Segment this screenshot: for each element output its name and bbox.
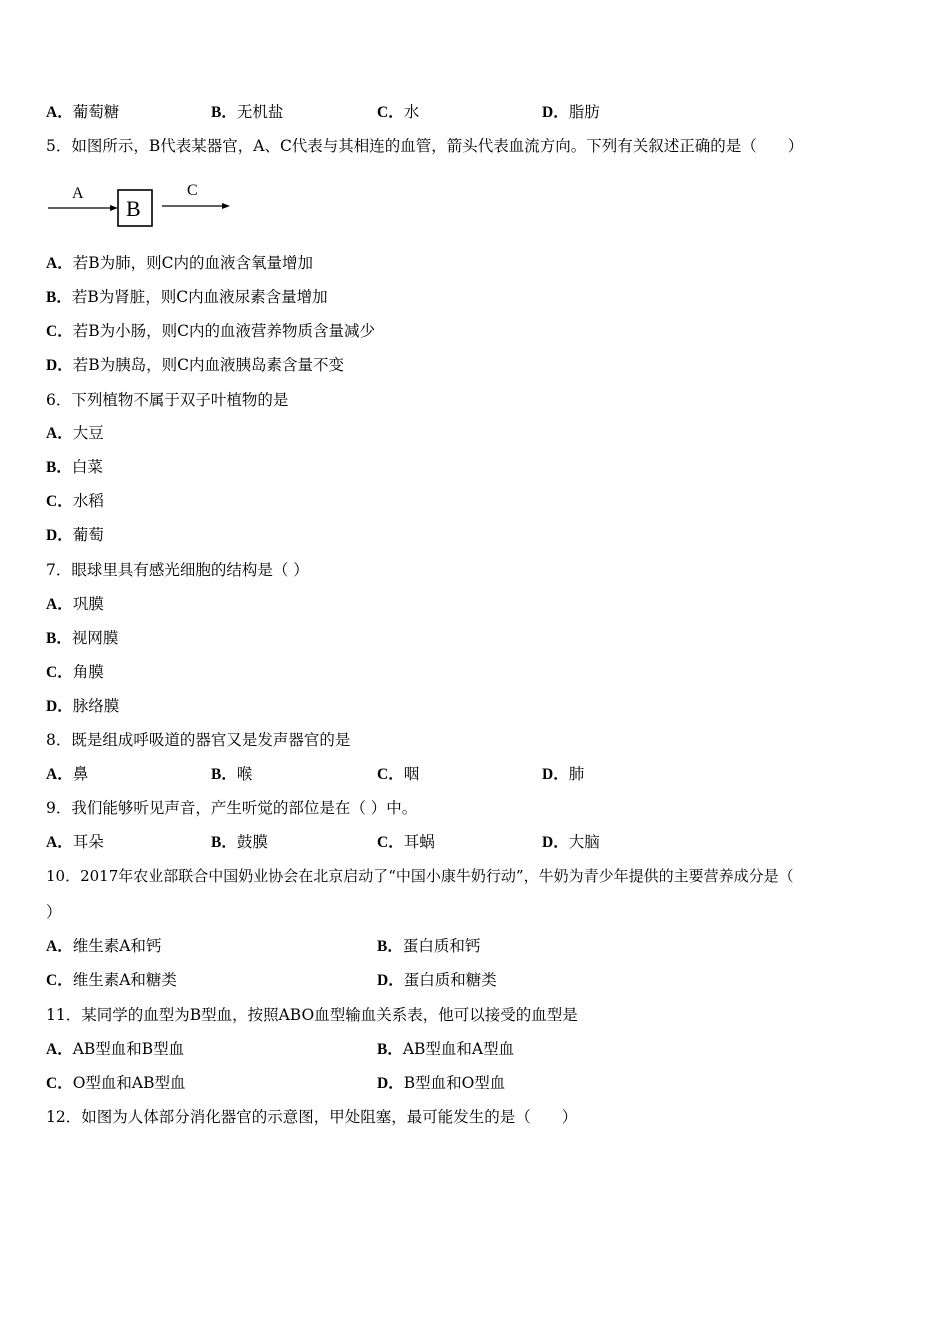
arrow-a-head — [110, 205, 118, 211]
q11-option-b: B．AB型血和A型血 — [377, 1040, 515, 1058]
arrow-c-head — [222, 203, 230, 209]
q7-option-c: C．角膜 — [46, 663, 104, 681]
q11-option-c: C．O型血和AB型血 — [46, 1074, 186, 1092]
q11-option-d: D．B型血和O型血 — [377, 1074, 506, 1092]
q8-stem: 8．既是组成呼吸道的器官又是发声器官的是 — [46, 731, 351, 749]
q5-option-d: D．若B为胰岛，则C内血液胰岛素含量不变 — [46, 356, 344, 374]
q12-stem: 12．如图为人体部分消化器官的示意图，甲处阻塞，最可能发生的是（ ） — [46, 1108, 578, 1126]
q6-option-c: C．水稻 — [46, 492, 104, 510]
q6-option-d: D．葡萄 — [46, 526, 104, 544]
q11-stem: 11．某同学的血型为B型血，按照ABO血型输血关系表，他可以接受的血型是 — [46, 1006, 578, 1024]
q8-option-b: B．喉 — [211, 765, 253, 783]
q10-stem-line2: ） — [46, 903, 62, 921]
q5-stem: 5．如图所示，B代表某器官，A、C代表与其相连的血管，箭头代表血流方向。下列有关叙述正确的是（ ） — [46, 137, 804, 155]
q10-option-a: A．维生素A和钙 — [46, 937, 162, 955]
diagram-label-a: A — [72, 185, 84, 202]
q4-option-c: C．水 — [377, 103, 420, 121]
q4-option-b: B．无机盐 — [211, 103, 284, 121]
q6-stem: 6．下列植物不属于双子叶植物的是 — [46, 391, 289, 409]
q9-stem: 9．我们能够听见声音，产生听觉的部位是在（ ）中。 — [46, 799, 418, 817]
q5-option-b: B．若B为肾脏，则C内血液尿素含量增加 — [46, 288, 328, 306]
q7-option-d: D．脉络膜 — [46, 697, 120, 715]
q4-option-d: D．脂肪 — [542, 103, 600, 121]
q10-stem-line1: 10．2017年农业部联合中国奶业协会在北京启动了“中国小康牛奶行动”，牛奶为青少年提供的主要营养成分是（ — [46, 867, 794, 885]
q9-option-a: A．耳朵 — [46, 833, 104, 851]
q9-option-b: B．鼓膜 — [211, 833, 268, 851]
q8-option-d: D．肺 — [542, 765, 585, 783]
q8-option-c: C．咽 — [377, 765, 420, 783]
q9-option-d: D．大脑 — [542, 833, 600, 851]
q7-stem: 7．眼球里具有感光细胞的结构是（ ） — [46, 561, 309, 579]
q6-option-a: A．大豆 — [46, 424, 104, 442]
q9-option-c: C．耳蜗 — [377, 833, 435, 851]
q10-option-d: D．蛋白质和糖类 — [377, 971, 497, 989]
q5-option-a: A．若B为肺，则C内的血液含氧量增加 — [46, 254, 313, 272]
q10-option-b: B．蛋白质和钙 — [377, 937, 481, 955]
q6-option-b: B．白菜 — [46, 458, 103, 476]
q7-option-a: A．巩膜 — [46, 595, 104, 613]
q5-option-c: C．若B为小肠，则C内的血液营养物质含量减少 — [46, 322, 375, 340]
diagram-label-c: C — [187, 182, 198, 199]
q8-option-a: A．鼻 — [46, 765, 89, 783]
q7-option-b: B．视网膜 — [46, 629, 119, 647]
diagram-label-b: B — [126, 196, 141, 221]
q11-option-a: A．AB型血和B型血 — [46, 1040, 185, 1058]
q4-option-a: A．葡萄糖 — [46, 103, 120, 121]
q10-option-c: C．维生素A和糖类 — [46, 971, 177, 989]
q5-blood-flow-diagram — [46, 180, 246, 232]
